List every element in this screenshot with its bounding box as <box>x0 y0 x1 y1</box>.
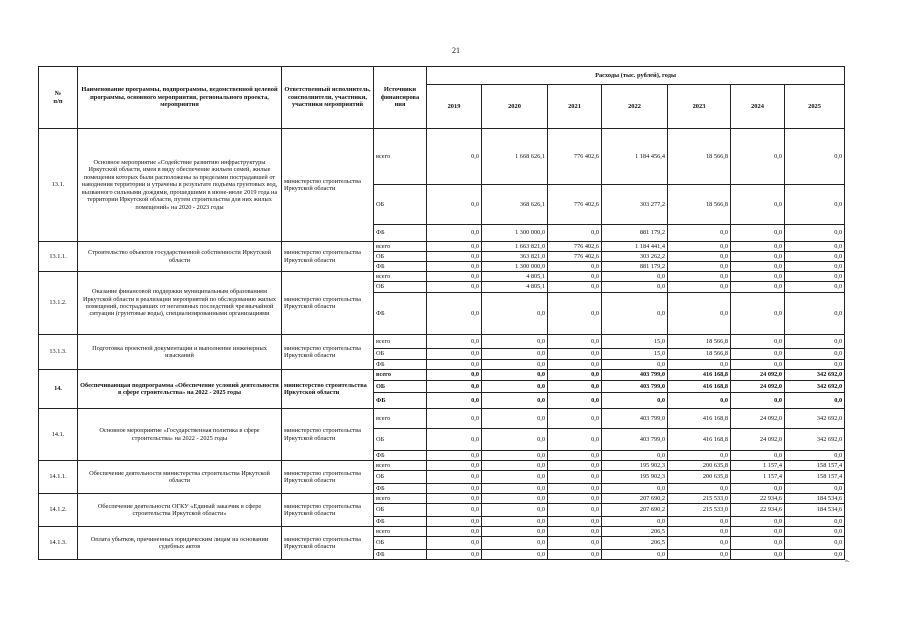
expense-value: 0,0 <box>427 537 482 550</box>
expense-value: 200 635,8 <box>668 471 731 484</box>
funding-source: ОБ <box>374 282 427 293</box>
expense-value: 0,0 <box>482 293 548 335</box>
expense-value: 18 566,8 <box>668 335 731 349</box>
expense-value: 1 157,4 <box>731 461 785 471</box>
expense-value: 0,0 <box>548 471 602 484</box>
expense-value: 206,5 <box>602 537 668 550</box>
expense-value: 0,0 <box>427 461 482 471</box>
expense-value: 0,0 <box>427 262 482 272</box>
expense-value: 24 092,0 <box>731 409 785 429</box>
expense-value: 0,0 <box>785 242 845 252</box>
expense-value: 0,0 <box>602 484 668 494</box>
expense-value: 0,0 <box>602 272 668 282</box>
expense-value: 0,0 <box>427 293 482 335</box>
expense-value: 0,0 <box>548 517 602 527</box>
funding-source: ФБ <box>374 393 427 409</box>
expense-value: 0,0 <box>668 262 731 272</box>
expense-value: 215 533,0 <box>668 504 731 517</box>
expense-value: 0,0 <box>548 494 602 504</box>
expense-value: 0,0 <box>548 272 602 282</box>
expense-value: 184 534,6 <box>785 494 845 504</box>
expense-value: 0,0 <box>785 293 845 335</box>
expense-value: 1 157,4 <box>731 471 785 484</box>
expense-value: 0,0 <box>731 517 785 527</box>
expense-value: 0,0 <box>548 335 602 349</box>
expense-value: 0,0 <box>785 349 845 360</box>
expense-value: 0,0 <box>668 225 731 242</box>
activity-name: Оплата убытков, причиненных юридическим лицам на основании судебных актов <box>78 527 282 560</box>
expense-value: 342 692,0 <box>785 381 845 393</box>
expense-value: 0,0 <box>427 252 482 262</box>
expense-value: 881 179,2 <box>602 225 668 242</box>
expense-value: 0,0 <box>731 349 785 360</box>
expense-value: 0,0 <box>785 185 845 225</box>
funding-source: ОБ <box>374 537 427 550</box>
expense-value: 207 690,2 <box>602 494 668 504</box>
row-number: 14.1. <box>39 409 78 461</box>
expense-value: 0,0 <box>482 484 548 494</box>
expense-value: 0,0 <box>427 471 482 484</box>
expense-value: 200 635,8 <box>668 461 731 471</box>
expense-value: 0,0 <box>731 262 785 272</box>
expense-value: 0,0 <box>548 225 602 242</box>
page-number: 21 <box>452 46 460 55</box>
expense-value: 0,0 <box>548 429 602 451</box>
expense-value: 22 934,6 <box>731 504 785 517</box>
expense-value: 158 157,4 <box>785 471 845 484</box>
budget-table <box>38 66 845 560</box>
row-number: 14.1.2. <box>39 494 78 527</box>
expense-value: 0,0 <box>482 409 548 429</box>
funding-source: ФБ <box>374 225 427 242</box>
responsible-executor: министерство строительства Иркутской области <box>282 129 374 242</box>
expense-value: 0,0 <box>427 282 482 293</box>
expense-value: 0,0 <box>482 429 548 451</box>
funding-source: всего <box>374 494 427 504</box>
expense-value: 0,0 <box>668 537 731 550</box>
expense-value: 4 805,1 <box>482 272 548 282</box>
expense-value: 776 402,6 <box>548 242 602 252</box>
expense-value: 0,0 <box>427 393 482 409</box>
row-number: 13.1.1. <box>39 242 78 272</box>
expense-value: 0,0 <box>731 537 785 550</box>
table-row <box>39 461 845 471</box>
expense-value: 0,0 <box>482 527 548 537</box>
expense-value: 363 821,0 <box>482 252 548 262</box>
expense-value: 0,0 <box>427 451 482 461</box>
expense-value: 0,0 <box>785 262 845 272</box>
expense-value: 158 157,4 <box>785 461 845 471</box>
responsible-executor: министерство строительства Иркутской области <box>282 494 374 527</box>
expense-value: 0,0 <box>668 293 731 335</box>
expense-value: 0,0 <box>731 293 785 335</box>
expense-value: 1 663 821,0 <box>482 242 548 252</box>
expense-value: 0,0 <box>427 550 482 560</box>
expense-value: 0,0 <box>482 537 548 550</box>
expense-value: 0,0 <box>668 360 731 370</box>
funding-source: всего <box>374 461 427 471</box>
funding-source: ФБ <box>374 484 427 494</box>
expense-value: 0,0 <box>785 451 845 461</box>
expense-value: 0,0 <box>548 484 602 494</box>
funding-source: всего <box>374 129 427 185</box>
expense-value: 403 799,0 <box>602 429 668 451</box>
funding-source: всего <box>374 242 427 252</box>
funding-source: всего <box>374 335 427 349</box>
expense-value: 195 902,3 <box>602 471 668 484</box>
expense-value: 416 168,8 <box>668 409 731 429</box>
expense-value: 0,0 <box>482 504 548 517</box>
expense-value: 0,0 <box>482 381 548 393</box>
expense-value: 416 168,8 <box>668 429 731 451</box>
responsible-executor: министерство строительства Иркутской области <box>282 272 374 335</box>
expense-value: 0,0 <box>548 550 602 560</box>
expense-value: 0,0 <box>602 517 668 527</box>
table-row <box>39 527 845 537</box>
expense-value: 0,0 <box>602 282 668 293</box>
expense-value: 0,0 <box>482 360 548 370</box>
year-header: 2021 <box>548 85 602 129</box>
expense-value: 0,0 <box>731 225 785 242</box>
expense-value: 0,0 <box>427 527 482 537</box>
expense-value: 0,0 <box>785 335 845 349</box>
funding-source: всего <box>374 409 427 429</box>
year-header: 2025 <box>785 85 845 129</box>
row-number: 13.1.3. <box>39 335 78 370</box>
expense-value: 0,0 <box>548 293 602 335</box>
expense-value: 0,0 <box>668 517 731 527</box>
expense-value: 0,0 <box>785 484 845 494</box>
expense-value: 0,0 <box>731 185 785 225</box>
expense-value: 18 566,8 <box>668 185 731 225</box>
expense-value: 342 692,0 <box>785 429 845 451</box>
year-header: 2019 <box>427 85 482 129</box>
expense-value: 0,0 <box>427 225 482 242</box>
expense-value: 368 626,1 <box>482 185 548 225</box>
expense-value: 0,0 <box>482 370 548 381</box>
expense-value: 1 184 441,4 <box>602 242 668 252</box>
header-num: № п/п <box>39 67 78 129</box>
year-header: 2023 <box>668 85 731 129</box>
expense-value: 0,0 <box>482 349 548 360</box>
expense-value: 0,0 <box>668 242 731 252</box>
expense-value: 15,0 <box>602 335 668 349</box>
expense-value: 342 692,0 <box>785 370 845 381</box>
expense-value: 881 179,2 <box>602 262 668 272</box>
row-number: 13.1. <box>39 129 78 242</box>
expense-value: 24 092,0 <box>731 370 785 381</box>
table-row <box>39 242 845 252</box>
expense-value: 0,0 <box>602 293 668 335</box>
funding-source: ОБ <box>374 429 427 451</box>
expense-value: 0,0 <box>482 461 548 471</box>
expense-value: 0,0 <box>602 393 668 409</box>
expense-value: 0,0 <box>548 409 602 429</box>
expense-value: 0,0 <box>785 550 845 560</box>
header-expenses: Расходы (тыс. рублей), годы <box>427 67 845 85</box>
year-header: 2024 <box>731 85 785 129</box>
activity-name: Основное мероприятие «Государственная политика в сфере строительства» на 2022 - 2025 годы <box>78 409 282 461</box>
expense-value: 18 566,8 <box>668 349 731 360</box>
expense-value: 24 092,0 <box>731 381 785 393</box>
expense-value: 1 300 000,0 <box>482 262 548 272</box>
responsible-executor: министерство строительства Иркутской области <box>282 370 374 409</box>
expense-value: 0,0 <box>785 527 845 537</box>
activity-name: Строительство объектов государственной собственности Иркутской области <box>78 242 282 272</box>
expense-value: 303 277,2 <box>602 185 668 225</box>
expense-value: 0,0 <box>731 272 785 282</box>
expense-value: 0,0 <box>548 262 602 272</box>
expense-value: 342 692,0 <box>785 409 845 429</box>
expense-value: 0,0 <box>602 360 668 370</box>
expense-value: 4 805,1 <box>482 282 548 293</box>
expense-value: 0,0 <box>731 451 785 461</box>
funding-source: ОБ <box>374 349 427 360</box>
expense-value: 18 566,8 <box>668 129 731 185</box>
expense-value: 215 533,0 <box>668 494 731 504</box>
expense-value: 0,0 <box>482 517 548 527</box>
expense-value: 0,0 <box>482 494 548 504</box>
expense-value: 0,0 <box>482 471 548 484</box>
expense-value: 0,0 <box>427 349 482 360</box>
expense-value: 403 799,0 <box>602 409 668 429</box>
expense-value: 0,0 <box>427 360 482 370</box>
expense-value: 0,0 <box>482 550 548 560</box>
expense-value: 0,0 <box>602 451 668 461</box>
expense-value: 1 668 626,1 <box>482 129 548 185</box>
expense-value: 0,0 <box>668 451 731 461</box>
funding-source: ФБ <box>374 517 427 527</box>
activity-name: Подготовка проектной документации и выполнение инженерных изысканий <box>78 335 282 370</box>
expense-value: 0,0 <box>427 381 482 393</box>
expense-value: 0,0 <box>785 360 845 370</box>
expense-value: 0,0 <box>548 282 602 293</box>
funding-source: ОБ <box>374 381 427 393</box>
expense-value: 0,0 <box>427 370 482 381</box>
expense-value: 0,0 <box>427 272 482 282</box>
funding-source: ОБ <box>374 504 427 517</box>
expense-value: 24 092,0 <box>731 429 785 451</box>
funding-source: ОБ <box>374 185 427 225</box>
row-number: 14. <box>39 370 78 409</box>
expense-value: 0,0 <box>785 282 845 293</box>
expense-value: 206,5 <box>602 527 668 537</box>
expense-value: 0,0 <box>731 282 785 293</box>
expense-value: 0,0 <box>668 272 731 282</box>
expense-value: 0,0 <box>482 451 548 461</box>
expense-value: 0,0 <box>731 252 785 262</box>
funding-source: ФБ <box>374 262 427 272</box>
funding-source: ФБ <box>374 360 427 370</box>
expense-value: 0,0 <box>785 393 845 409</box>
expense-value: 0,0 <box>668 550 731 560</box>
expense-value: 0,0 <box>548 381 602 393</box>
activity-name: Обеспечение деятельности ОГКУ «Единый заказчик в сфере строительства Иркутской области» <box>78 494 282 527</box>
expense-value: 0,0 <box>548 527 602 537</box>
expense-value: 0,0 <box>785 272 845 282</box>
funding-source: всего <box>374 527 427 537</box>
expense-value: 0,0 <box>548 393 602 409</box>
expense-value: 1 184 456,4 <box>602 129 668 185</box>
expense-value: 15,0 <box>602 349 668 360</box>
expense-value: 207 690,2 <box>602 504 668 517</box>
funding-source: всего <box>374 272 427 282</box>
table-row <box>39 370 845 381</box>
expense-value: 0,0 <box>731 393 785 409</box>
expense-value: 0,0 <box>668 484 731 494</box>
expense-value: 403 799,0 <box>602 381 668 393</box>
row-number: 13.1.2. <box>39 272 78 335</box>
expense-value: 0,0 <box>668 393 731 409</box>
header-source: Источники финансирова ния <box>374 67 427 129</box>
responsible-executor: министерство строительства Иркутской области <box>282 242 374 272</box>
funding-source: ФБ <box>374 550 427 560</box>
funding-source: всего <box>374 370 427 381</box>
expense-value: 0,0 <box>427 429 482 451</box>
expense-value: 416 168,8 <box>668 381 731 393</box>
responsible-executor: министерство строительства Иркутской области <box>282 335 374 370</box>
responsible-executor: министерство строительства Иркутской области <box>282 461 374 494</box>
expense-value: 0,0 <box>427 335 482 349</box>
year-header: 2020 <box>482 85 548 129</box>
expense-value: 0,0 <box>785 252 845 262</box>
expense-value: 303 262,2 <box>602 252 668 262</box>
activity-name: Основное мероприятие «Содействие развитию инфраструктуры Иркутской области, имея в виду обеспечение жильем семей, жилые помещения которых были расположены за пределами пострадавшей от наводнения территории и утрачены в результате подъема грунтовых вод, вызванного сильными дождями, прошедшими в июне-июле 2019 года на территории Иркутской области, путем строительства для них жилых помещений» на 2020 - 2023 годы <box>78 129 282 242</box>
expense-value: 0,0 <box>548 360 602 370</box>
expense-value: 0,0 <box>731 360 785 370</box>
expense-value: 0,0 <box>785 537 845 550</box>
table-row <box>39 272 845 282</box>
expense-value: 0,0 <box>548 370 602 381</box>
closing-quote: ». <box>845 558 850 564</box>
activity-name: Обеспечивающая подпрограмма «Обеспечение условий деятельности в сфере строительства» на 2022 - 2025 годы <box>78 370 282 409</box>
expense-value: 0,0 <box>668 252 731 262</box>
expense-value: 0,0 <box>427 504 482 517</box>
expense-value: 22 934,6 <box>731 494 785 504</box>
expense-value: 0,0 <box>668 282 731 293</box>
expense-value: 0,0 <box>668 527 731 537</box>
expense-value: 184 534,6 <box>785 504 845 517</box>
expense-value: 0,0 <box>427 242 482 252</box>
table-row <box>39 409 845 429</box>
funding-source: ФБ <box>374 293 427 335</box>
funding-source: ОБ <box>374 471 427 484</box>
table-body <box>39 129 845 560</box>
header-name: Наименование программы, подпрограммы, ведомственной целевой программы, основного мероприятия, регионального проекта, мероприятия <box>78 67 282 129</box>
expense-value: 0,0 <box>427 517 482 527</box>
expense-value: 0,0 <box>602 550 668 560</box>
expense-value: 1 300 000,0 <box>482 225 548 242</box>
expense-value: 0,0 <box>731 550 785 560</box>
header-responsible: Ответственный исполнитель, соисполнители, участники, участники мероприятий <box>282 67 374 129</box>
expense-value: 0,0 <box>731 484 785 494</box>
expense-value: 0,0 <box>548 349 602 360</box>
row-number: 14.1.3. <box>39 527 78 560</box>
row-number: 14.1.1. <box>39 461 78 494</box>
expense-value: 0,0 <box>427 129 482 185</box>
expense-value: 0,0 <box>427 494 482 504</box>
responsible-executor: министерство строительства Иркутской области <box>282 409 374 461</box>
expense-value: 0,0 <box>785 225 845 242</box>
activity-name: Оказание финансовой поддержки муниципальным образованиям Иркутской области в реализации мероприятий по обследованию жилых помещений, пострадавших от негативных последствий чрезвычайной ситуации (грунтовые воды), специализированными организациями <box>78 272 282 335</box>
expense-value: 0,0 <box>731 242 785 252</box>
expense-value: 0,0 <box>731 527 785 537</box>
expense-value: 0,0 <box>548 537 602 550</box>
expense-value: 0,0 <box>731 129 785 185</box>
expense-value: 0,0 <box>548 461 602 471</box>
year-header: 2022 <box>602 85 668 129</box>
expense-value: 0,0 <box>785 129 845 185</box>
expense-value: 0,0 <box>548 451 602 461</box>
expense-value: 776 402,6 <box>548 129 602 185</box>
expense-value: 776 402,6 <box>548 252 602 262</box>
expense-value: 0,0 <box>427 185 482 225</box>
expense-value: 416 168,8 <box>668 370 731 381</box>
expense-value: 0,0 <box>731 335 785 349</box>
funding-source: ОБ <box>374 252 427 262</box>
table-row <box>39 129 845 185</box>
expense-value: 0,0 <box>548 504 602 517</box>
expense-value: 776 402,6 <box>548 185 602 225</box>
activity-name: Обеспечение деятельности министерства строительства Иркутской области <box>78 461 282 494</box>
table-row <box>39 335 845 349</box>
expense-value: 0,0 <box>482 335 548 349</box>
expense-value: 0,0 <box>427 409 482 429</box>
responsible-executor: министерство строительства Иркутской области <box>282 527 374 560</box>
expense-value: 403 799,0 <box>602 370 668 381</box>
expense-value: 0,0 <box>482 393 548 409</box>
table-row <box>39 494 845 504</box>
expense-value: 0,0 <box>785 517 845 527</box>
expense-value: 0,0 <box>427 484 482 494</box>
expense-value: 195 902,3 <box>602 461 668 471</box>
funding-source: ФБ <box>374 451 427 461</box>
